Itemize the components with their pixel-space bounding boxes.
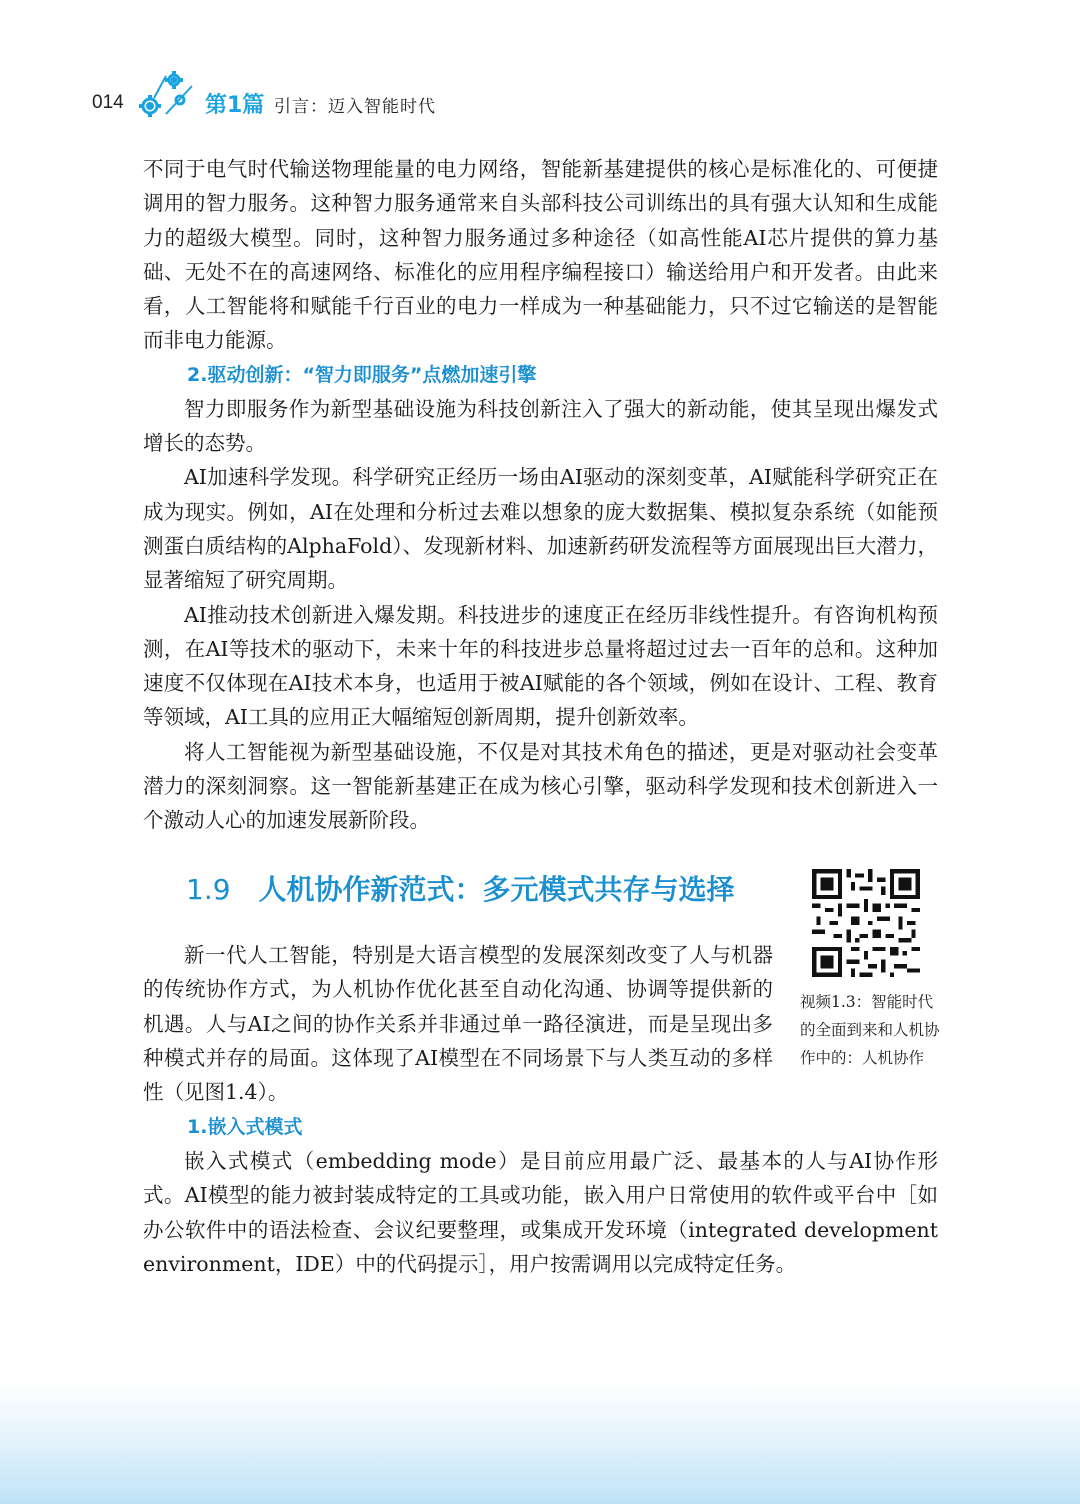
- body-paragraph: 将人工智能视为新型基础设施，不仅是对其技术角色的描述，更是对驱动社会变革潜力的深刻洞察。这一智能新基建正在成为核心引擎，驱动科学发现和技术创新进入一个激动人心的加速发展新阶段。: [143, 739, 938, 833]
- body-paragraph: 嵌入式模式（embedding mode）是目前应用最广泛、最基本的人与AI协作形式。AI模型的能力被封装成特定的工具或功能，嵌入用户日常使用的软件或平台中［如办公软件中的语法检查、会议纪要整理，或集成开发环境（integrated development environment，IDE）中的代码提示］，用户按需调用以完成特定任务。: [143, 1149, 938, 1276]
- body-paragraph: AI加速科学发现。科学研究正经历一场由AI驱动的深刻变革，AI赋能科学研究正在成为现实。例如，AI在处理和分析过去难以想象的庞大数据集、模拟复杂系统（如能预测蛋白质结构的AlphaFold）、发现新材料、加速新药研发流程等方面展现出巨大潜力，显著缩短了研究周期。: [143, 465, 938, 593]
- part-label: 第1篇: [205, 93, 265, 118]
- intro-paragraph: 不同于电气时代输送物理能量的电力网络，智能新基建提供的核心是标准化的、可便捷调用的智力服务。这种智力服务通常来自头部科技公司训练出的具有强大认知和生成能力的超级大模型。同时，这种智力服务通过多种途径（如高性能AI芯片提供的算力基础、无处不在的高速网络、标准化的应用程序编程接口）输送给用户和开发者。由此来看，人工智能将和赋能千行百业的电力一样成为一种基础能力，只不过它输送的是智能而非电力能源。: [143, 157, 938, 353]
- body-paragraph: AI推动技术创新进入爆发期。科技进步的速度正在经历非线性提升。有咨询机构预测，在AI等技术的驱动下，未来十年的科技进步总量将超过过去一百年的总和。这种加速度不仅体现在AI技术本身，也适用于被AI赋能的各个领域，例如在设计、工程、教育等领域，AI工具的应用正大幅缩短创新周期，提升创新效率。: [143, 602, 938, 730]
- gears-icon: [136, 66, 198, 122]
- lower-content: [143, 1110, 938, 1281]
- footer-band: [0, 1380, 1080, 1504]
- qr-code-icon[interactable]: [812, 869, 920, 977]
- section-intro: [143, 938, 773, 1109]
- page-number: 014: [92, 92, 124, 113]
- subsection-heading: 2.驱动创新：“智力即服务”点燃加速引擎: [187, 363, 537, 386]
- main-content: [143, 152, 938, 838]
- body-paragraph: 智力即服务作为新型基础设施为科技创新注入了强大的新动能，使其呈现出爆发式增长的态势。: [143, 396, 938, 456]
- body-paragraph: 新一代人工智能，特别是大语言模型的发展深刻改变了人与机器的传统协作方式，为人机协作优化甚至自动化沟通、协调等提供新的机遇。人与AI之间的协作关系并非通过单一路径演进，而是呈现出多种模式并存的局面。这体现了AI模型在不同场景下与人类互动的多样性（见图1.4）。: [143, 943, 773, 1105]
- subsection-heading: 1.嵌入式模式: [187, 1116, 303, 1138]
- page-header: [92, 66, 792, 122]
- section-title: 人机协作新范式：多元模式共存与选择: [258, 873, 735, 906]
- section-heading: [186, 868, 735, 908]
- section-number: 1.9: [186, 873, 231, 906]
- qr-caption: 视频1.3：智能时代的全面到来和人机协作中的：人机协作: [800, 993, 940, 1067]
- chapter-title: 引言：迈入智能时代: [274, 97, 436, 117]
